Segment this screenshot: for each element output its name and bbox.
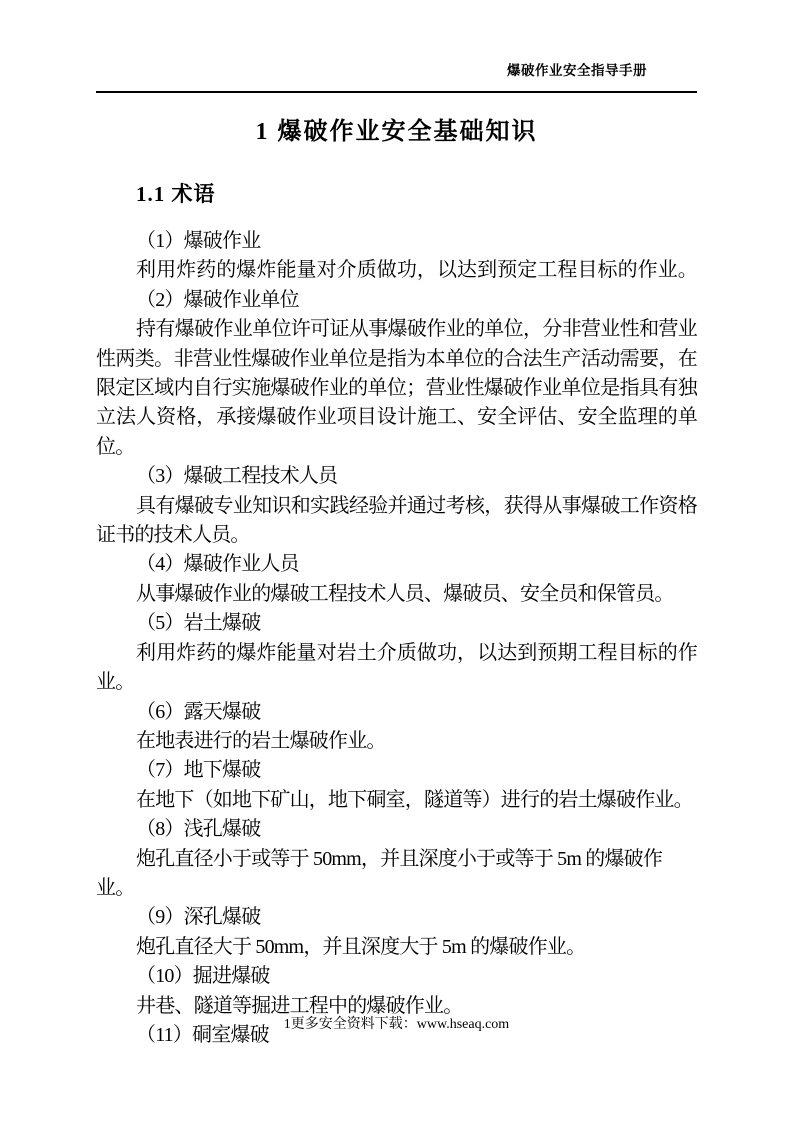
body-line: 位。 — [96, 435, 135, 458]
body-line: 炮孔直径小于或等于 50mm，并且深度小于或等于 5m 的爆破作业。 — [96, 847, 663, 899]
body-line: （5）岩土爆破 — [136, 612, 261, 635]
body-line: 具有爆破专业知识和实践经验并通过考核，获得从事爆破工作资格 — [136, 494, 697, 517]
page-title: 1 爆破作业安全基础知识 — [255, 119, 538, 145]
body-line: 在地下（如地下矿山，地下硐室，隧道等）进行的岩土爆破作业。 — [136, 788, 693, 811]
body-line: 持有爆破作业单位许可证从事爆破作业的单位，分非营业性和营业 — [136, 318, 697, 341]
footer-label: 更多安全资料下载： — [290, 1017, 417, 1032]
page-footer — [0, 1016, 793, 1034]
body-line: （7）地下爆破 — [136, 759, 261, 782]
body-line: （3）爆破工程技术人员 — [136, 465, 338, 488]
body-line: （11）硐室爆破 — [136, 1023, 269, 1046]
body-line: 在地表进行的岩土爆破作业。 — [136, 729, 386, 752]
body-line: 立法人资格，承接爆破作业项目设计施工、安全评估、安全监理的单 — [96, 406, 697, 429]
body-line: （6）露天爆破 — [136, 700, 261, 723]
body-line: （2）爆破作业单位 — [136, 288, 299, 311]
body-line: 限定区域内自行实施爆破作业的单位；营业性爆破作业单位是指具有独 — [96, 377, 697, 400]
body-line: 炮孔直径大于 50mm，并且深度大于 5m 的爆破作业。 — [136, 935, 586, 958]
body-line: （8）浅孔爆破 — [136, 818, 261, 841]
body-line: 利用炸药的爆炸能量对岩土介质做功，以达到预期工程目标的作 — [136, 641, 697, 664]
header-divider — [96, 91, 697, 93]
body-line: 证书的技术人员。 — [96, 524, 250, 547]
body-line: （10）掘进爆破 — [136, 965, 270, 988]
body-line: （9）深孔爆破 — [136, 906, 261, 929]
page-header — [96, 0, 697, 93]
section-heading: 1.1 术语 — [136, 182, 216, 206]
body-line: 井巷、隧道等掘进工程中的爆破作业。 — [136, 994, 463, 1017]
body-line: 性两类。非营业性爆破作业单位是指为本单位的合法生产活动需要，在 — [96, 347, 697, 370]
document-body — [96, 227, 697, 1050]
footer-page-number: 1 — [283, 1017, 291, 1032]
body-line: 从事爆破作业的爆破工程技术人员、爆破员、安全员和保管员。 — [136, 582, 674, 605]
body-line: （1）爆破作业 — [136, 230, 261, 252]
body-line: 利用炸药的爆炸能量对介质做功，以达到预定工程目标的作业。 — [136, 259, 697, 282]
body-line: 业。 — [96, 671, 135, 694]
body-line: （4）爆破作业人员 — [136, 553, 299, 576]
header-title: 爆破作业安全指导手册 — [507, 63, 647, 78]
footer-url: www.hseaq.com — [416, 1017, 510, 1032]
